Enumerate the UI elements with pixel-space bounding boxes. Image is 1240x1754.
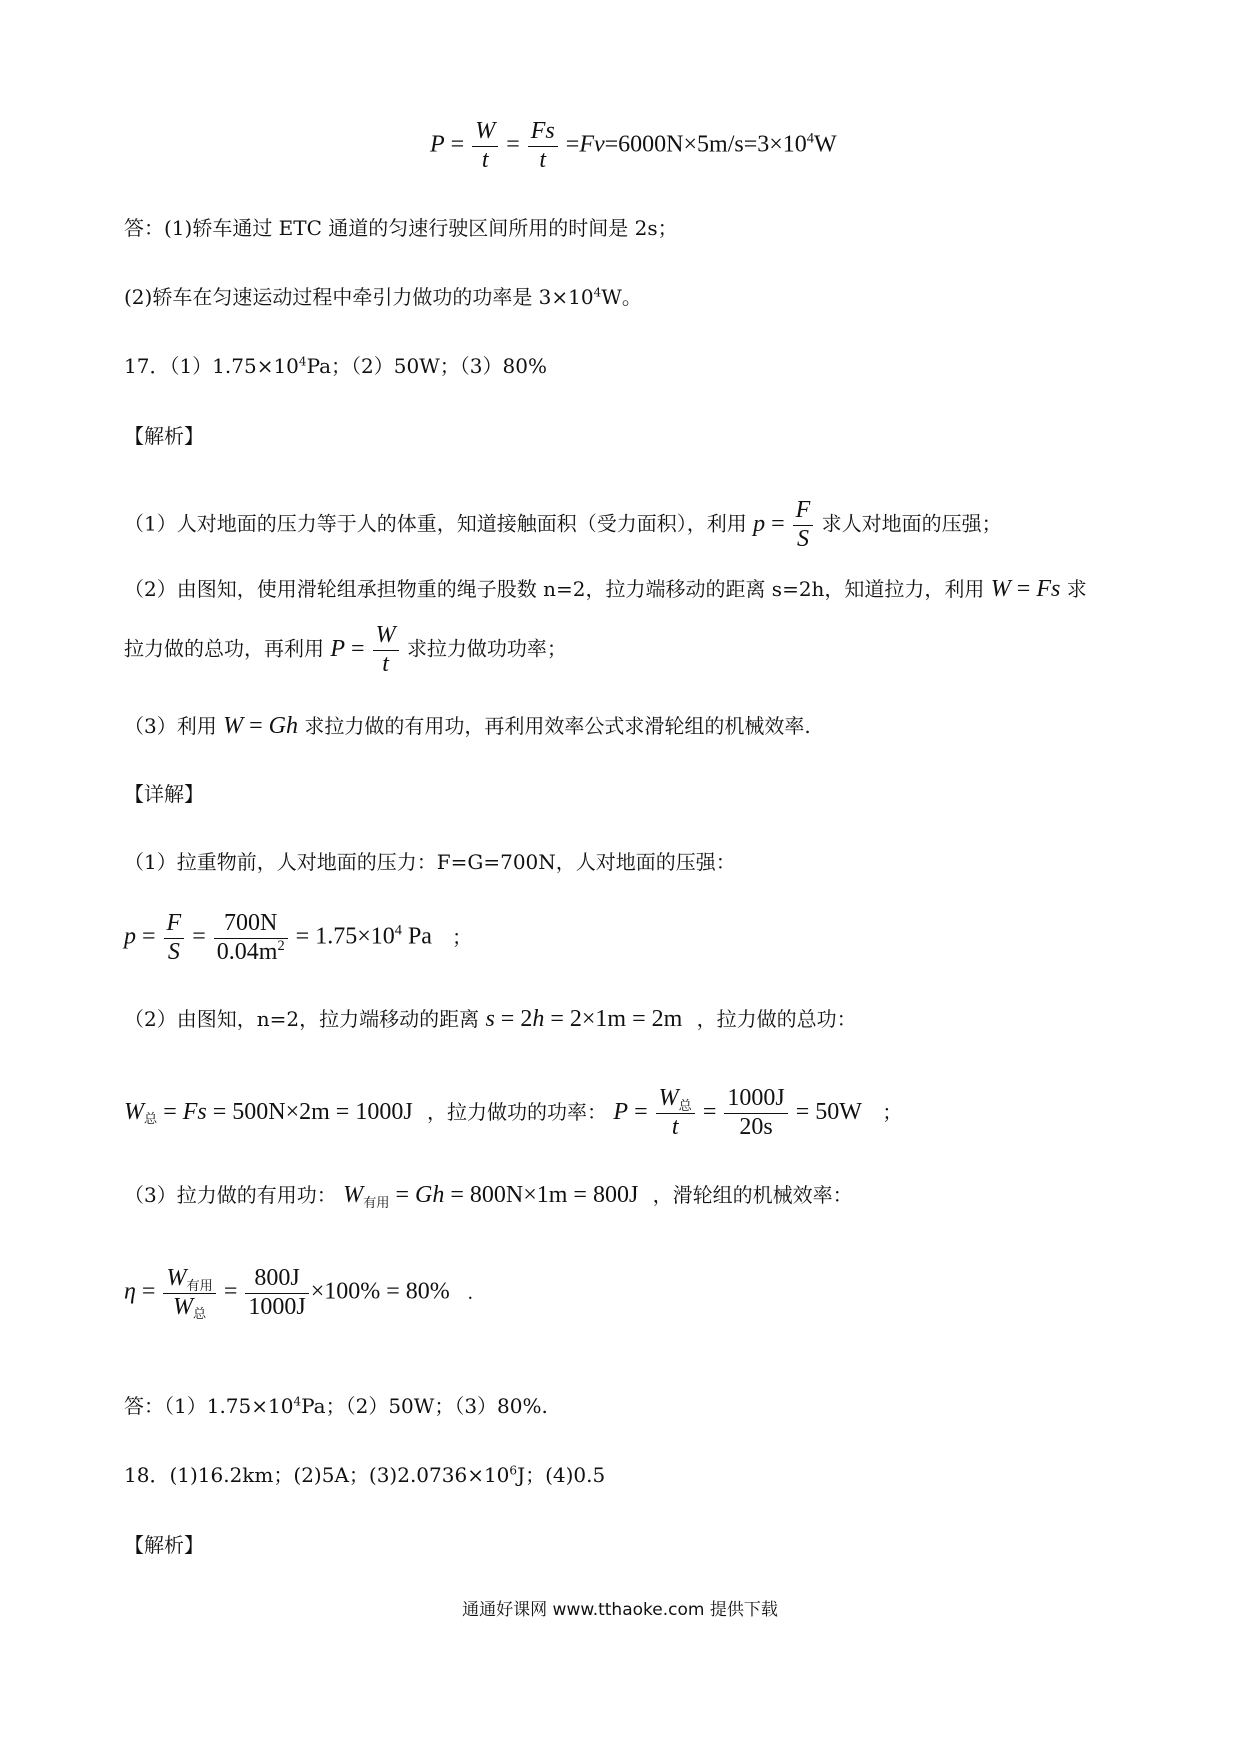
formula-pressure: p = $\frac{F}{S}$: [753, 511, 815, 537]
q18-answer-head: 18．(1)16.2km；(2)5A；$(3)2.0736\times 10^6J$；(4)0.5: [124, 1463, 606, 1487]
q17-detail-1: （1）拉重物前，人对地面的压力：F=G=700N，人对地面的压强：: [124, 850, 736, 874]
formula-power-calc: P = $\frac{\text{W总}}{t}$ = $\frac{1000J}{20s}$ = 50W: [613, 1085, 862, 1140]
page-footer: 通通好课网 www.tthaoke.com 提供下载: [462, 1600, 778, 1620]
symbol-Fv: Fv: [579, 131, 605, 158]
fraction-Fs-over-t: $\frac{Fs}{t}$: [528, 118, 558, 174]
q17-analysis-3: 拉力做的总功，再利用 P = $\frac{W}{t}$ 求拉力做功功率；: [124, 622, 567, 677]
q17-detail-3: （2）由图知，n=2，拉力端移动的距离 s = 2h = 2×1m = 2m ，拉力做的总功：: [124, 1006, 857, 1032]
q17-analysis-4: （3）利用 W = Gh 求拉力做的有用功，再利用效率公式求滑轮组的机械效率.: [124, 713, 811, 739]
formula-efficiency: η = $\frac{\text{W有用}}{\text{W总}}$ = $\frac{800J}{1000J}$ ×100% = 80% .: [124, 1265, 473, 1322]
formula-power: P = $\frac{W}{t}$: [330, 636, 400, 662]
formula-pressure-calc: p = $\frac{F}{S}$ = $\frac{700N}{0.04m^2}$ = $1.75\times 10^4$ Pa ；: [124, 910, 472, 965]
fraction-W-over-t: $\frac{W}{t}$: [472, 118, 498, 174]
q17-final-answer: 答：$(1)1.75\times 10^4Pa$；（2）50W；（3）80%.: [124, 1394, 548, 1418]
q17-detail-label: 【详解】: [124, 782, 204, 806]
q18-analysis-label: 【解析】: [124, 1533, 204, 1557]
formula-power-ETC: P = $\frac{W}{t}$ = $\frac{Fs}{t}$ $=Fv=6000N\times 5m/s=3\times 10^4W$: [430, 118, 837, 173]
q17-analysis-label: 【解析】: [124, 424, 204, 448]
q17-detail-4: W总 = Fs = 500N×2m = 1000J ，拉力做功的功率： P = $\frac{\text{W总}}{t}$ = $\frac{1000J}{20s}$ = 50W ；: [124, 1085, 903, 1140]
formula-total-work: W总 = Fs = 500N×2m = 1000J: [124, 1098, 413, 1127]
q17-answer-head: 17．$(1)1.75\times 10^4Pa$；（2）50W；（3）80%: [124, 354, 547, 378]
q17-analysis-1: （1）人对地面的压力等于人的体重，知道接触面积（受力面积），利用 p = $\frac{F}{S}$ 求人对地面的压强；: [124, 497, 1002, 552]
answer16-line2: (2)轿车在匀速运动过程中牵引力做功的功率是 $3\times 10^4W$。: [124, 285, 642, 309]
q17-detail-5: （3）拉力做的有用功： W有用 = Gh = 800N×1m = 800J ，滑轮组的机械效率：: [124, 1182, 853, 1210]
formula-useful-work: W有用 = Gh = 800N×1m = 800J: [343, 1182, 639, 1210]
q17-analysis-2: （2）由图知，使用滑轮组承担物重的绳子股数 n=2，拉力端移动的距离 s=2h，知道拉力，利用 W = Fs 求: [124, 576, 1087, 602]
answer16-line1: 答：(1)轿车通过 ETC 通道的匀速行驶区间所用的时间是 2s；: [124, 216, 678, 240]
symbol-P: P: [430, 131, 445, 158]
